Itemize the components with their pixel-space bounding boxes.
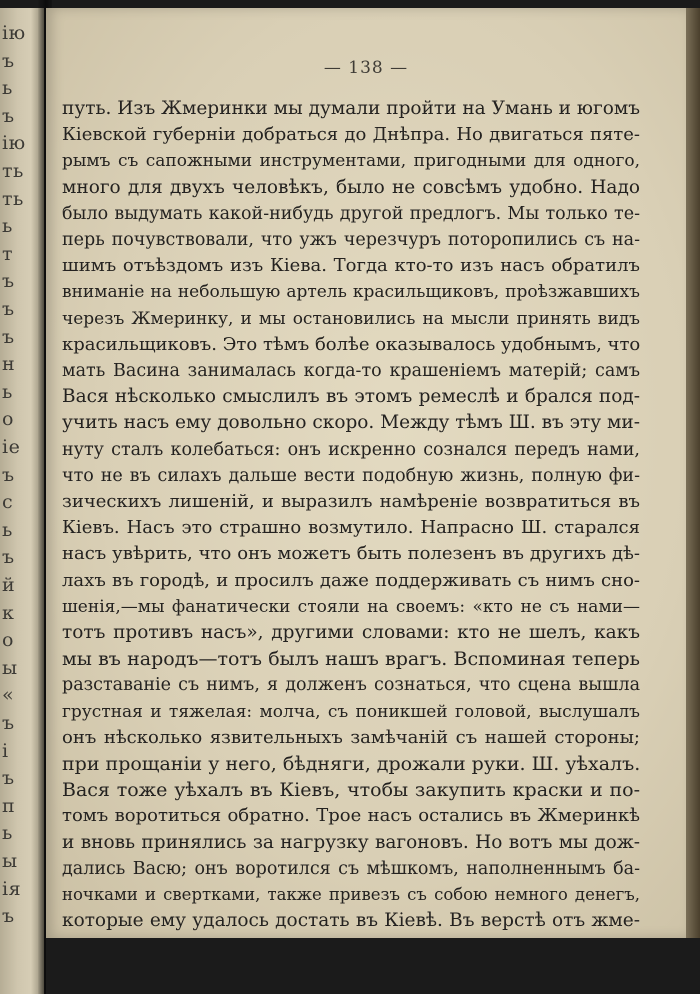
left-page-fragment: с [2, 491, 14, 514]
text-line: Вася тоже уѣхалъ въ Кіевъ, чтобы закупить краски и по- [62, 779, 640, 802]
left-page-fragment: і [2, 739, 9, 762]
left-page-fragment: « [2, 684, 15, 707]
left-page-fragment: к [2, 601, 15, 624]
left-page-fragment: ъ [2, 546, 15, 569]
left-page-fragment: ъ [2, 270, 15, 293]
text-line: красильщиковъ. Это тѣмъ болѣе оказывалось удобнымъ, что [62, 333, 641, 355]
left-page-fragment: ъ [2, 712, 15, 734]
text-line: которые ему удалось достать въ Кіевѣ. Въ верстѣ отъ жме- [62, 910, 640, 932]
left-page-fragment: ію [2, 22, 26, 44]
text-line: что не въ силахъ дальше вести подобную жизнь, полную фи- [62, 465, 640, 486]
text-line: онъ нѣсколько язвительныхъ замѣчаній съ нашей стороны; [62, 726, 640, 748]
text-line: путь. Изъ Жмеринки мы думали пройти на Умань и югомъ [62, 98, 640, 119]
left-page-fragment: ы [2, 850, 18, 872]
left-page-fragment: ь [2, 822, 13, 845]
left-page-fragment: ь [2, 518, 13, 541]
left-page-fragment: ть [2, 160, 24, 182]
left-page-fragment: о [2, 629, 14, 652]
text-line: тотъ противъ насъ», другими словами: кто не шелъ, какъ [62, 622, 640, 643]
left-page-fragment: іе [2, 436, 21, 458]
left-page-fragment: ъ [2, 463, 15, 486]
left-page-fragment: й [2, 574, 16, 596]
text-line: Кіевъ. Насъ это страшно возмутило. Напрасно Ш. старался [62, 517, 640, 539]
text-line: было выдумать какой-нибудь другой предлогъ. Мы только те- [62, 203, 640, 224]
left-page-fragment: ъ [2, 298, 15, 320]
left-page-fragment: ъ [2, 767, 15, 790]
left-page-fragment: ія [2, 877, 22, 900]
text-line: мать Васина занималась когда-то крашеніемъ матерій; самъ [62, 361, 640, 381]
text-line: ночками и свертками, также привезъ съ собою немного денегъ, [62, 885, 640, 904]
text-line: Кіевской губерніи добраться до Днѣпра. Но двигаться пяте- [62, 124, 640, 146]
left-page-fragment: ъ [2, 905, 15, 928]
text-line: насъ увѣрить, что онъ можетъ быть полезенъ въ другихъ дѣ- [62, 543, 640, 565]
page-number: — 138 — [323, 58, 409, 78]
text-line: шенія,—мы фанатически стояли на своемъ: «кто не съ нами— [62, 596, 640, 617]
text-line: лахъ въ городѣ, и просилъ даже поддерживать съ нимъ сно- [62, 569, 640, 591]
left-page-fragment: т [2, 242, 14, 265]
bottom-background [46, 938, 700, 994]
left-page-fragment: ь [2, 77, 13, 100]
left-page-fragment: п [2, 794, 16, 817]
text-line: перь почувствовали, что ужъ черезчуръ поторопились съ на- [62, 230, 640, 250]
text-line: много для двухъ человѣкъ, было не совсѣмъ удобно. Надо [62, 176, 640, 198]
text-line: учить насъ ему довольно скоро. Между тѣмъ Ш. въ эту ми- [62, 412, 640, 434]
text-line: разставаніе съ нимъ, я долженъ сознаться, что сцена вышла [62, 675, 640, 696]
text-line: вниманіе на небольшую артель красильщиковъ, проѣзжавшихъ [62, 282, 640, 303]
left-page-fragment: ъ [2, 49, 15, 72]
text-line: дались Васю; онъ воротился съ мѣшкомъ, наполненнымъ ба- [62, 858, 640, 879]
book-page [46, 8, 686, 938]
left-page-fragment: ь [2, 215, 13, 238]
text-line: рымъ съ сапожными инструментами, пригодными для одного, [62, 151, 640, 172]
text-line: томъ воротиться обратно. Трое насъ остались въ Жмеринкѣ [62, 805, 640, 827]
page-right-edge [686, 8, 700, 938]
left-page-fragment: н [2, 353, 16, 376]
text-line: нуту сталъ колебаться: онъ искренно сознался передъ нами, [62, 439, 640, 460]
left-page-fragment: ы [2, 656, 18, 679]
left-page-fragment: ь [2, 380, 13, 403]
left-page-fragment: ію [2, 132, 26, 155]
text-line: грустная и тяжелая: молча, съ поникшей головой, выслушалъ [62, 701, 640, 722]
text-line: черезъ Жмеринку, и мы остановились на мысли принять видъ [62, 308, 640, 329]
text-line: мы въ народъ—тотъ былъ нашъ врагъ. Вспоминая теперь [62, 648, 640, 671]
left-page-fragment: о [2, 408, 14, 431]
left-page-fragment: ть [2, 187, 24, 210]
text-line: при прощаніи у него, бѣдняги, дрожали руки. Ш. уѣхалъ. [62, 753, 641, 775]
text-line: зическихъ лишеній, и выразилъ намѣреніе возвратиться въ [62, 491, 640, 512]
text-line: шимъ отъѣздомъ изъ Кіева. Тогда кто-то изъ насъ обратилъ [62, 255, 640, 277]
text-line: Вася нѣсколько смыслилъ въ этомъ ремеслѣ и брался под- [62, 386, 640, 408]
text-line: и вновь принялись за нагрузку вагоновъ. Но вотъ мы дож- [62, 831, 640, 853]
left-page-fragment: ъ [2, 325, 15, 348]
left-page-fragment: ъ [2, 104, 15, 127]
